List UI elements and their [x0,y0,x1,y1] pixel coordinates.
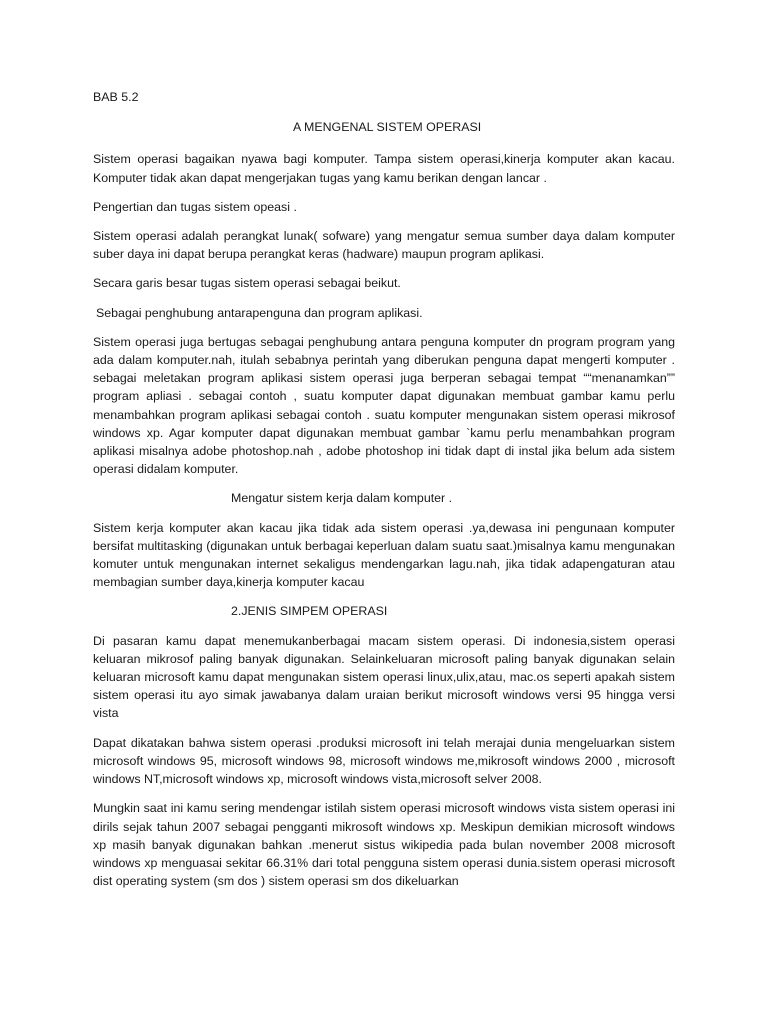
paragraph: Sistem operasi juga bertugas sebagai penghubung antara penguna komputer dn program program yang ada dalam komputer.nah, itulah sebabnya perintah yang diberukan penguna dapat mengerti komputer . sebagai meletakan program aplikasi sistem operasi juga berperan sebagai tempat ““menanamkan”” program apliasi . sebagai contoh , suatu komputer dapat digunakan membuat gambar kamu perlu menambahkan program aplikasi sebagai contoh . suatu komputer mengunakan sistem operasi mikrosof windows xp. Agar komputer dapat digunakan membuat gambar `kamu perlu menambahkan program aplikasi misalnya adobe photoshop.nah , adobe photoshop ini tidak dapt di instal jika belum ada sistem operasi didalam komputer. [93,334,675,477]
document-body [93,88,675,901]
section-heading: 2.JENIS SIMPEM OPERASI [231,604,388,619]
paragraph: Mungkin saat ini kamu sering mendengar istilah sistem operasi microsoft windows vista sistem operasi ini dirils sejak tahun 2007 sebagai pengganti mikrosoft windows xp. Meskipun demikian microsoft windows xp masih banyak digunakan bahkan .menerut sistus wikipedia pada bulan november 2008 microsoft windows xp menguasai sekitar 66.31% dari total pengguna sistem operasi dunia.sistem operasi microsoft dist operating system (sm dos ) sistem operasi sm dos dikeluarkan [93,801,675,889]
chapter-label: BAB 5.2 [93,90,139,104]
paragraph: Sistem kerja komputer akan kacau jika tidak ada sistem operasi .ya,dewasa ini pengunaan komputer bersifat multitasking (digunakan untuk berbagai keperluan dalam suatu saat.)misalnya kamu mengunakan komuter untuk mengunakan internet sekaligus mendengarkan lagu.nah, jika tidak adapengaturan atau membagian sumber daya,kinerja komputer kacau [93,520,675,590]
paragraph: Di pasaran kamu dapat menemukanberbagai macam sistem operasi. Di indonesia,sistem operasi keluaran mikrosof paling banyak digunakan. Selainkeluaran microsoft paling banyak digunakan selain keluaran microsoft kamu dapat mengunakan sistem operasi linux,ulix,atau, mac.os seperti apakah sistem sistem operasi itu ayo simak jawabanya dalam uraian berikut microsoft windows versi 95 hingga versi vista [93,633,675,721]
paragraph: Pengertian dan tugas sistem opeasi . [93,199,297,214]
paragraph: Sistem operasi bagaikan nyawa bagi komputer. Tampa sistem operasi,kinerja komputer akan kacau. Komputer tidak akan dapat mengerjakan tugas yang kamu berikan dengan lancar . [93,152,675,185]
paragraph: Dapat dikatakan bahwa sistem operasi .produksi microsoft ini telah merajai dunia mengeluarkan sistem microsoft windows 95, microsoft windows 98, microsoft windows me,mikrosoft windows 2000 , microsoft windows NT,microsoft windows xp, microsoft windows vista,microsoft selver 2008. [93,735,675,787]
section-title: A MENGENAL SISTEM OPERASI [293,120,482,135]
paragraph: Sebagai penghubung antarapenguna dan program aplikasi. [96,305,423,320]
subheading: Mengatur sistem kerja dalam komputer . [231,491,453,506]
paragraph: Secara garis besar tugas sistem operasi sebagai beikut. [93,276,401,291]
paragraph: Sistem operasi adalah perangkat lunak( sofware) yang mengatur semua sumber daya dalam komputer suber daya ini dapat berupa perangkat keras (hadware) maupun program aplikasi. [93,229,675,262]
